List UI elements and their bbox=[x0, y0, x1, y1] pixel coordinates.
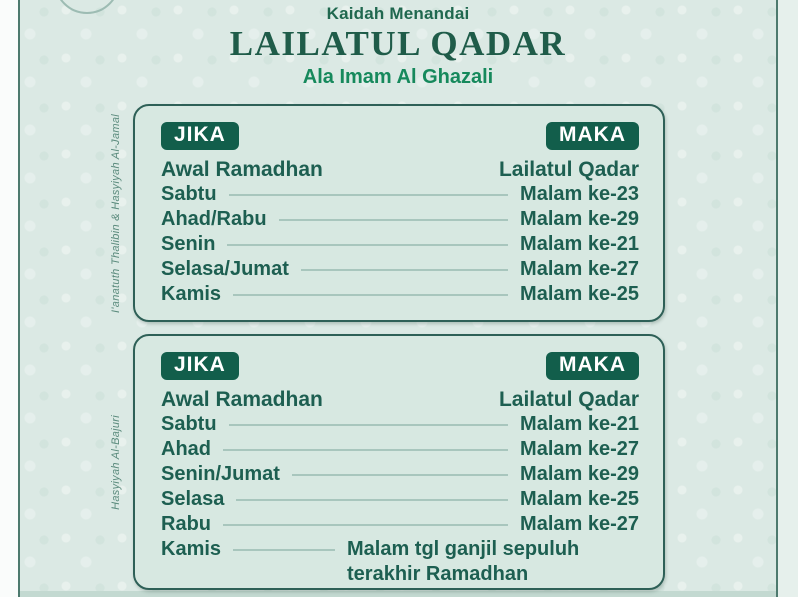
table-row bbox=[161, 512, 639, 537]
night-cell: Malam ke-23 bbox=[520, 183, 639, 205]
day-cell: Selasa bbox=[161, 488, 225, 510]
day-cell: Sabtu bbox=[161, 183, 217, 205]
table-row bbox=[161, 182, 639, 207]
header-subtitle: Ala Imam Al Ghazali bbox=[302, 66, 494, 88]
day-cell: Rabu bbox=[161, 513, 211, 535]
leader-line bbox=[292, 474, 508, 476]
day-cell: Senin/Jumat bbox=[161, 463, 280, 485]
rule-card-1 bbox=[133, 104, 665, 322]
header-kicker: Kaidah Menandai bbox=[326, 4, 470, 23]
right-margin-strip bbox=[778, 0, 798, 597]
day-cell: Senin bbox=[161, 233, 216, 255]
leader-line bbox=[236, 499, 508, 501]
leader-line bbox=[229, 424, 508, 426]
leader-line bbox=[233, 294, 508, 296]
left-margin-strip bbox=[0, 0, 18, 597]
night-cell: Malam ke-21 bbox=[520, 413, 639, 435]
day-cell: Sabtu bbox=[161, 413, 217, 435]
night-cell: Malam ke-25 bbox=[520, 283, 639, 305]
day-cell: Kamis bbox=[161, 538, 222, 560]
leader-line bbox=[227, 244, 508, 246]
leader-line bbox=[301, 269, 508, 271]
night-cell: Malam ke-29 bbox=[520, 463, 639, 485]
column-headers bbox=[161, 157, 639, 182]
night-cell: Malam ke-27 bbox=[520, 438, 639, 460]
night-cell: Malam ke-25 bbox=[520, 488, 639, 510]
night-cell: Malam tgl ganjil sepuluh terakhir Ramadhan bbox=[347, 538, 580, 585]
day-cell: Kamis bbox=[161, 283, 222, 305]
maka-badge: MAKA bbox=[546, 352, 639, 380]
badge-row bbox=[161, 122, 639, 150]
table-row bbox=[161, 257, 639, 282]
table-row bbox=[161, 282, 639, 307]
col-header-left: Awal Ramadhan bbox=[161, 388, 323, 411]
leader-line bbox=[223, 449, 508, 451]
source-note-label: Hasyiyah Al-Bajuri bbox=[110, 414, 122, 510]
header bbox=[20, 4, 776, 89]
day-cell: Ahad bbox=[161, 438, 211, 460]
col-header-left: Awal Ramadhan bbox=[161, 158, 323, 181]
leader-line bbox=[233, 549, 335, 551]
leader-line bbox=[223, 524, 508, 526]
table-row bbox=[161, 462, 639, 487]
leader-line bbox=[279, 219, 508, 221]
rule-card-2 bbox=[133, 334, 665, 590]
page-title: LAILATUL QADAR bbox=[229, 24, 567, 63]
bottom-border-strip bbox=[20, 591, 776, 597]
source-note-table1 bbox=[106, 104, 126, 322]
maka-badge: MAKA bbox=[546, 122, 639, 150]
badge-row bbox=[161, 352, 639, 380]
jika-badge: JIKA bbox=[161, 122, 239, 150]
day-cell: Ahad/Rabu bbox=[161, 208, 267, 230]
table-row bbox=[161, 437, 639, 462]
table-row bbox=[161, 487, 639, 512]
day-cell: Selasa/Jumat bbox=[161, 258, 289, 280]
jika-badge: JIKA bbox=[161, 352, 239, 380]
table-row bbox=[161, 537, 639, 587]
table-row bbox=[161, 207, 639, 232]
col-header-right: Lailatul Qadar bbox=[498, 388, 639, 411]
table-row bbox=[161, 232, 639, 257]
col-header-right: Lailatul Qadar bbox=[498, 158, 639, 181]
column-headers bbox=[161, 387, 639, 412]
source-note-label: I'anatuth Thalibin & Hasyiyah Al-Jamal bbox=[110, 113, 122, 313]
night-cell: Malam ke-21 bbox=[520, 233, 639, 255]
source-note-table2 bbox=[106, 334, 126, 590]
table-row bbox=[161, 412, 639, 437]
night-cell: Malam ke-27 bbox=[520, 513, 639, 535]
night-cell: Malam ke-27 bbox=[520, 258, 639, 280]
night-cell: Malam ke-29 bbox=[520, 208, 639, 230]
left-border-line bbox=[18, 0, 20, 597]
leader-line bbox=[229, 194, 508, 196]
